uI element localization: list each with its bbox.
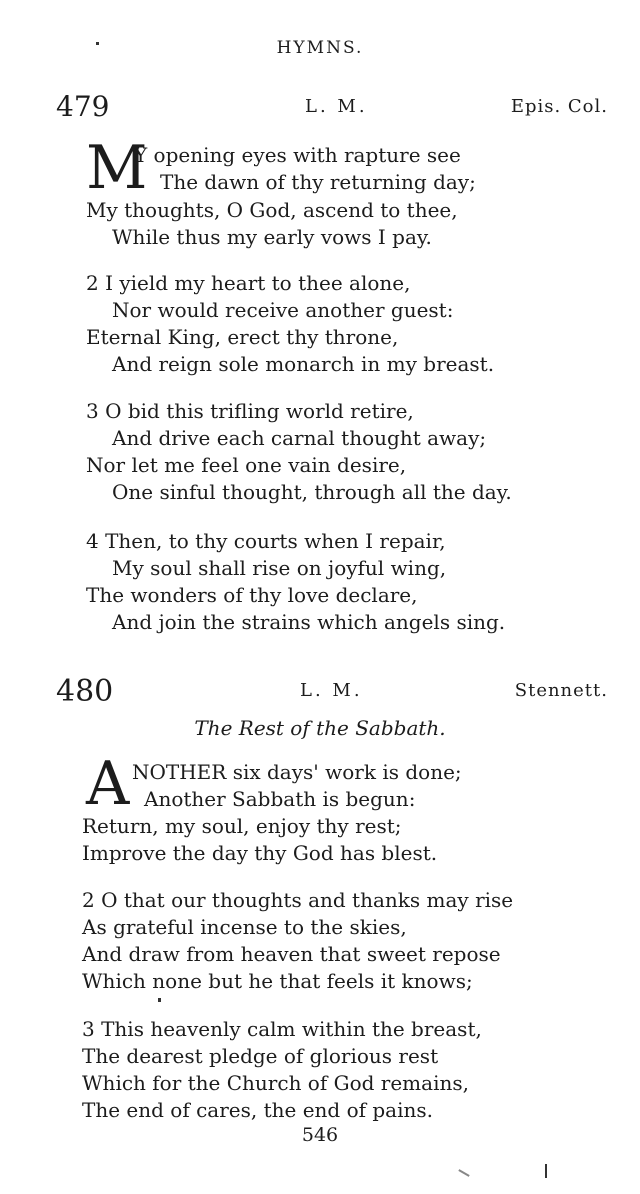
verse-line: The dawn of thy returning day; xyxy=(160,170,476,194)
hymn-number: 479 xyxy=(56,90,110,123)
drop-cap: M xyxy=(86,133,148,203)
verse-line: 2 I yield my heart to thee alone, xyxy=(86,271,411,295)
verse-line: One sinful thought, through all the day. xyxy=(112,480,512,504)
verse-line: Y opening eyes with rapture see xyxy=(134,143,461,167)
verse-line: As grateful incense to the skies, xyxy=(82,915,407,939)
verse-line: Another Sabbath is begun: xyxy=(144,787,416,811)
verse-line: Improve the day thy God has blest. xyxy=(82,841,438,865)
verse-line: The wonders of thy love declare, xyxy=(86,583,418,607)
print-speck xyxy=(96,42,99,45)
verse-line: Return, my soul, enjoy thy rest; xyxy=(82,814,402,838)
print-speck xyxy=(545,1164,547,1178)
verse-line: 3 O bid this trifling world retire, xyxy=(86,399,414,423)
print-speck xyxy=(158,998,161,1002)
verse-line: And draw from heaven that sweet repose xyxy=(82,942,501,966)
verse-line: My thoughts, O God, ascend to thee, xyxy=(86,198,458,222)
running-head: HYMNS. xyxy=(276,38,364,58)
hymn-meter: L. M. xyxy=(305,96,368,117)
hymn-number: 480 xyxy=(56,674,114,709)
verse-line: Which for the Church of God remains, xyxy=(82,1071,469,1095)
hymn-author: Stennett. xyxy=(514,680,608,701)
hymn-meter: L. M. xyxy=(300,680,363,701)
verse-line: Nor let me feel one vain desire, xyxy=(86,453,407,477)
verse-line: 3 This heavenly calm within the breast, xyxy=(82,1017,482,1041)
verse-line: And reign sole monarch in my breast. xyxy=(112,352,495,376)
print-speck xyxy=(458,1169,469,1177)
drop-cap: A xyxy=(86,749,130,819)
verse-line: And join the strains which angels sing. xyxy=(112,610,506,634)
page-number: 546 xyxy=(301,1124,339,1146)
verse-line: Which none but he that feels it knows; xyxy=(82,969,473,993)
verse-line: Nor would receive another guest: xyxy=(112,298,454,322)
verse-line: While thus my early vows I pay. xyxy=(112,225,432,249)
hymn-subtitle: The Rest of the Sabbath. xyxy=(194,716,446,740)
hymn-author: Epis. Col. xyxy=(510,96,608,117)
verse-line: My soul shall rise on joyful wing, xyxy=(112,556,447,580)
verse-line: 2 O that our thoughts and thanks may rise xyxy=(82,888,514,912)
verse-line: And drive each carnal thought away; xyxy=(112,426,487,450)
verse-line: Eternal King, erect thy throne, xyxy=(86,325,399,349)
verse-line: 4 Then, to thy courts when I repair, xyxy=(86,529,446,553)
verse-line: The dearest pledge of glorious rest xyxy=(82,1044,439,1068)
verse-line: The end of cares, the end of pains. xyxy=(82,1098,434,1122)
verse-line: NOTHER six days' work is done; xyxy=(132,760,462,784)
